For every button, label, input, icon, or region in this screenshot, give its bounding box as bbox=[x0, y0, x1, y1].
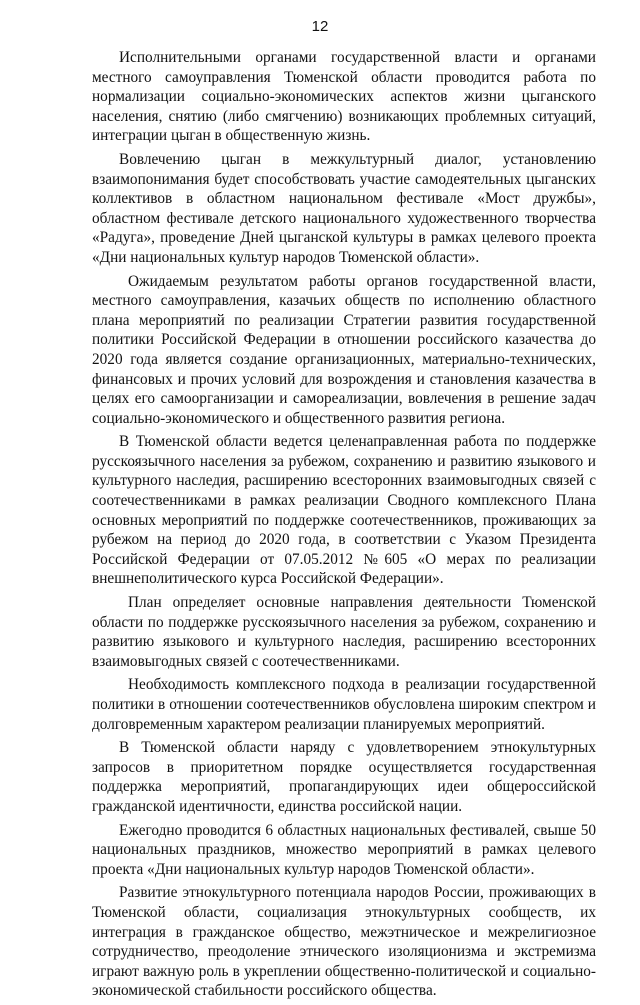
paragraph-roma-dialogue: Вовлечению цыган в межкультурный диалог, установлению взаимопонимания будет способствовать участие самодеятельных цыганских коллективов в областном национальном фестивале «Мост дружбы», областном фестивале детского национального художественного творчества «Радуга», проведение Дней цыганской культуры в рамках целевого проекта «Дни национальных культур народов Тюменской области». bbox=[92, 150, 596, 266]
paragraph-ethnocultural-support: В Тюменской области наряду с удовлетворением этнокультурных запросов в приоритетном порядке осуществляется государственная поддержка мероприятий, пропагандирующих идеи общероссийской гражданской идентичности, единства российской нации. bbox=[92, 739, 596, 815]
paragraph-festivals: Ежегодно проводится 6 областных национальных фестивалей, свыше 50 национальных праздников, множество мероприятий в рамках целевого проекта «Дни национальных культур народов Тюменской области». bbox=[92, 821, 596, 878]
page-number: 12 bbox=[311, 18, 329, 35]
paragraph-comprehensive-approach: Необходимость комплексного подхода в реализации государственной политики в отношении соотечественников обусловлена широким спектром и долговременным характером реализации планируемых мероприятий. bbox=[92, 676, 596, 733]
paragraph-ethnocultural-potential: Развитие этнокультурного потенциала народов России, проживающих в Тюменской области, социализация этнокультурных сообществ, их интеграция в гражданское общество, межэтническое и межрелигиозное сотрудничество, преодоление этнического изоляционизма и экстремизма играют важную роль в укреплении общественно-политической и социально-экономической стабильности российского общества. bbox=[92, 884, 596, 1000]
paragraph-plan-directions: План определяет основные направления деятельности Тюменской области по поддержке русскоязычного населения за рубежом, сохранению и развитию языкового и культурного наследия, расширению всесторонних взаимовыгодных связей с соотечественниками. bbox=[92, 594, 596, 670]
paragraph-cossacks: Ожидаемым результатом работы органов государственной власти, местного самоуправления, казачьих обществ по исполнению областного плана мероприятий по реализации Стратегии развития государственной политики Российской Федерации в отношении российского казачества до 2020 года является создание организационных, материально-технических, финансовых и прочих условий для возрождения и становления казачества в целях его самоорганизации и самореализации, вовлечения в решение задач социально-экономического и общественного развития региона. bbox=[92, 272, 596, 427]
document-body bbox=[92, 48, 596, 1005]
paragraph-compatriots-support: В Тюменской области ведется целенаправленная работа по поддержке русскоязычного населения за рубежом, сохранению и развитию языкового и культурного наследия, расширению всесторонних взаимовыгодных связей с соотечественниками в рамках реализации Сводного комплексного Плана основных мероприятий по поддержке соотечественников, проживающих за рубежом на период до 2020 года, в соответствии с Указом Президента Российской Федерации от 07.05.2012 №605 «О мерах по реализации внешнеполитического курса Российской Федерации». bbox=[92, 433, 596, 588]
paragraph-roma-integration: Исполнительными органами государственной власти и органами местного самоуправления Тюменской области проводится работа по нормализации социально-экономических аспектов жизни цыганского населения, снятию (либо смягчению) возникающих проблемных ситуаций, интеграции цыган в общественную жизнь. bbox=[92, 49, 596, 145]
